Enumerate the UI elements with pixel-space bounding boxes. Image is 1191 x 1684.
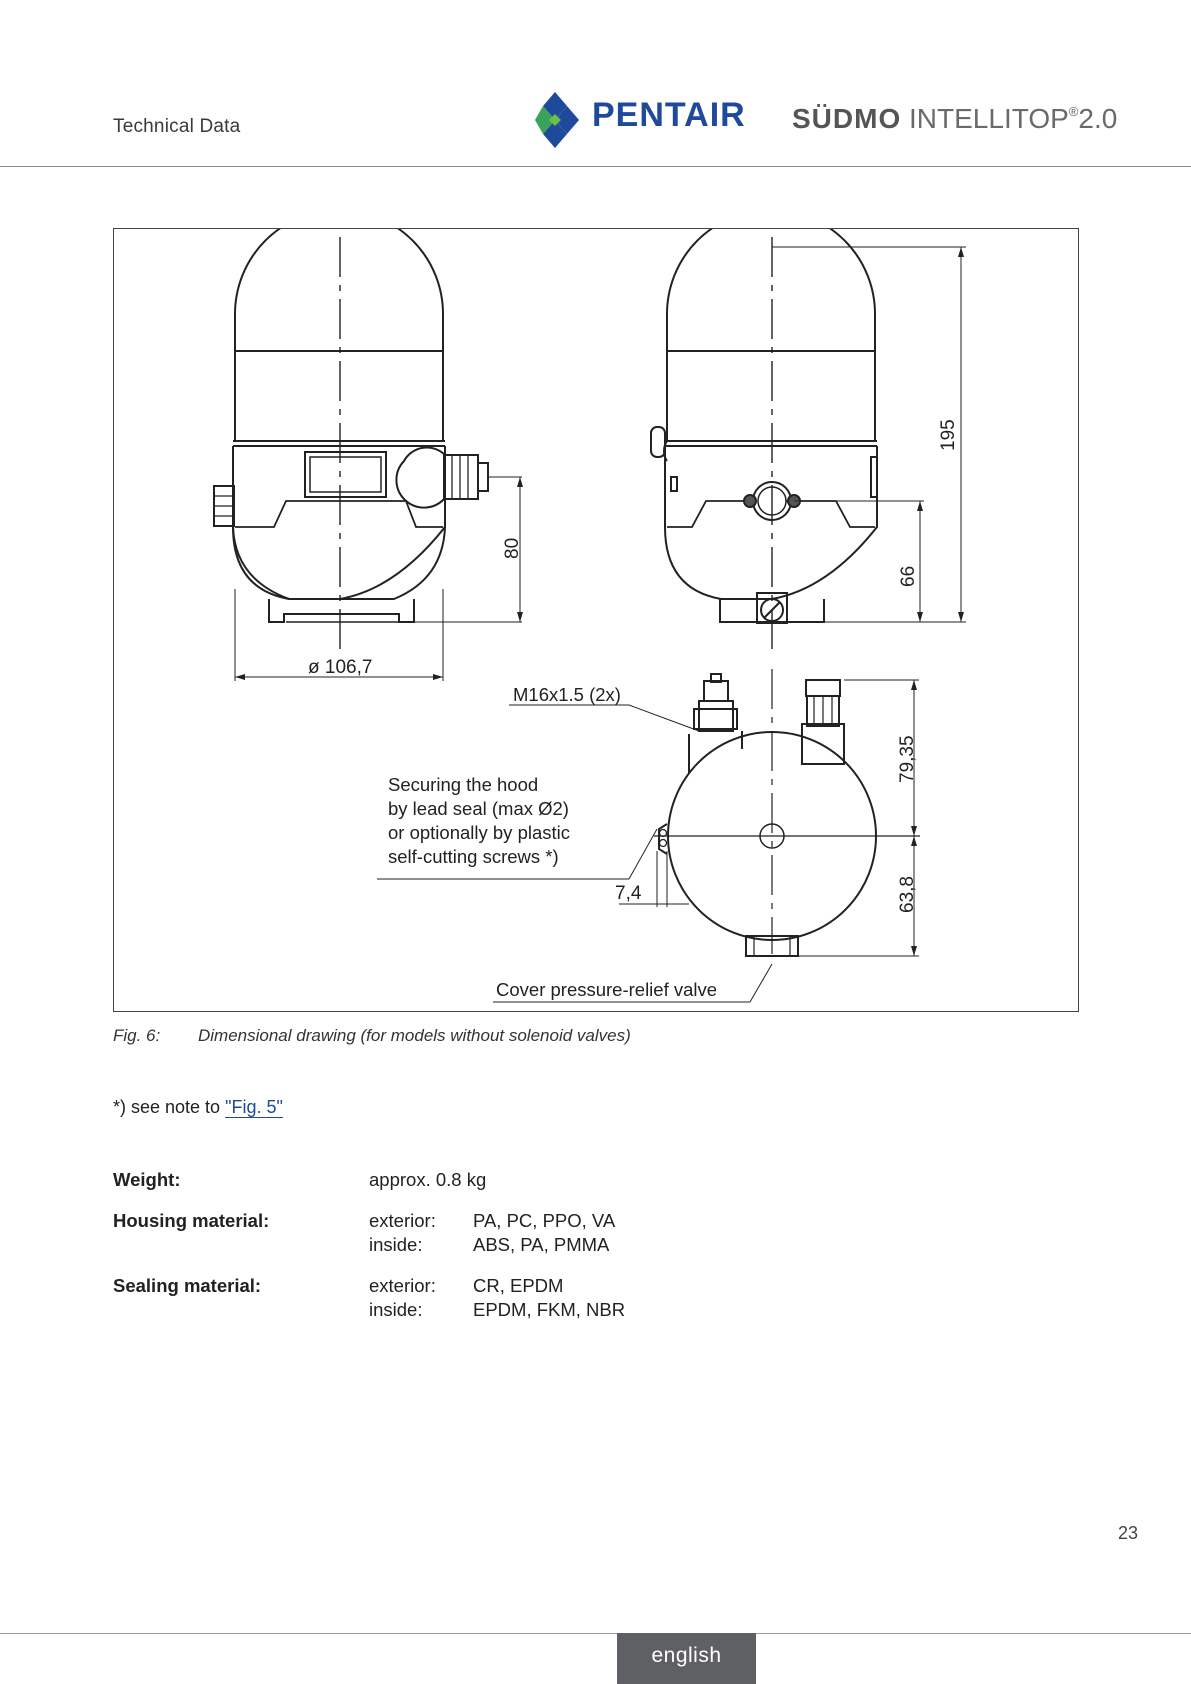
product-title: INTELLITOP — [909, 103, 1069, 134]
figure-caption-text: Dimensional drawing (for models without solenoid valves) — [198, 1026, 631, 1045]
securing-line-4: self-cutting screws *) — [388, 846, 559, 867]
housing-inside-label: inside: — [369, 1234, 423, 1255]
sealing-inside-value: EPDM, FKM, NBR — [473, 1299, 626, 1320]
securing-line-1: Securing the hood — [388, 774, 539, 795]
dimensional-drawing — [114, 229, 1080, 1013]
dim-80: 80 — [502, 537, 523, 559]
product-version: 2.0 — [1078, 103, 1118, 134]
thread-label: M16x1.5 (2x) — [513, 684, 621, 705]
dim-66: 66 — [898, 565, 919, 587]
footnote — [113, 1097, 283, 1118]
footer-divider — [0, 1633, 1191, 1634]
weight-value: approx. 0.8 kg — [369, 1169, 487, 1190]
securing-line-2: by lead seal (max Ø2) — [388, 798, 569, 819]
housing-exterior-value: PA, PC, PPO, VA — [473, 1210, 616, 1231]
fig5-link[interactable]: "Fig. 5" — [225, 1097, 283, 1117]
housing-inside-value: ABS, PA, PMMA — [473, 1234, 610, 1255]
sealing-exterior-value: CR, EPDM — [473, 1275, 564, 1296]
sealing-exterior-label: exterior: — [369, 1275, 436, 1296]
dim-diameter: ø 106,7 — [308, 657, 373, 678]
brand-name: PENTAIR — [592, 96, 746, 134]
dim-79-35: 79,35 — [897, 735, 918, 783]
footnote-prefix: *) see note to — [113, 1097, 226, 1117]
pentair-logo-icon — [535, 92, 585, 150]
language-tab[interactable]: english — [617, 1633, 756, 1684]
header-divider — [0, 166, 1191, 167]
dim-7-4: 7,4 — [615, 883, 642, 904]
figure-number: Fig. 6: — [113, 1026, 161, 1045]
dim-63-8: 63,8 — [897, 876, 918, 913]
housing-material-label: Housing material: — [113, 1210, 270, 1231]
product-prefix: SÜDMO — [792, 103, 902, 134]
weight-label: Weight: — [113, 1169, 181, 1190]
housing-exterior-label: exterior: — [369, 1210, 436, 1231]
sealing-inside-label: inside: — [369, 1299, 423, 1320]
figure-caption — [113, 1026, 631, 1046]
product-name — [792, 103, 1117, 135]
dim-195: 195 — [938, 419, 959, 451]
page-number: 23 — [1118, 1523, 1139, 1543]
product-reg-mark: ® — [1068, 104, 1079, 119]
front-view — [214, 229, 523, 681]
dimensional-drawing-figure — [113, 228, 1079, 1012]
securing-line-3: or optionally by plastic — [388, 822, 571, 843]
sealing-material-label: Sealing material: — [113, 1275, 262, 1296]
relief-valve-label: Cover pressure-relief valve — [496, 979, 718, 1000]
section-title: Technical Data — [113, 116, 241, 137]
